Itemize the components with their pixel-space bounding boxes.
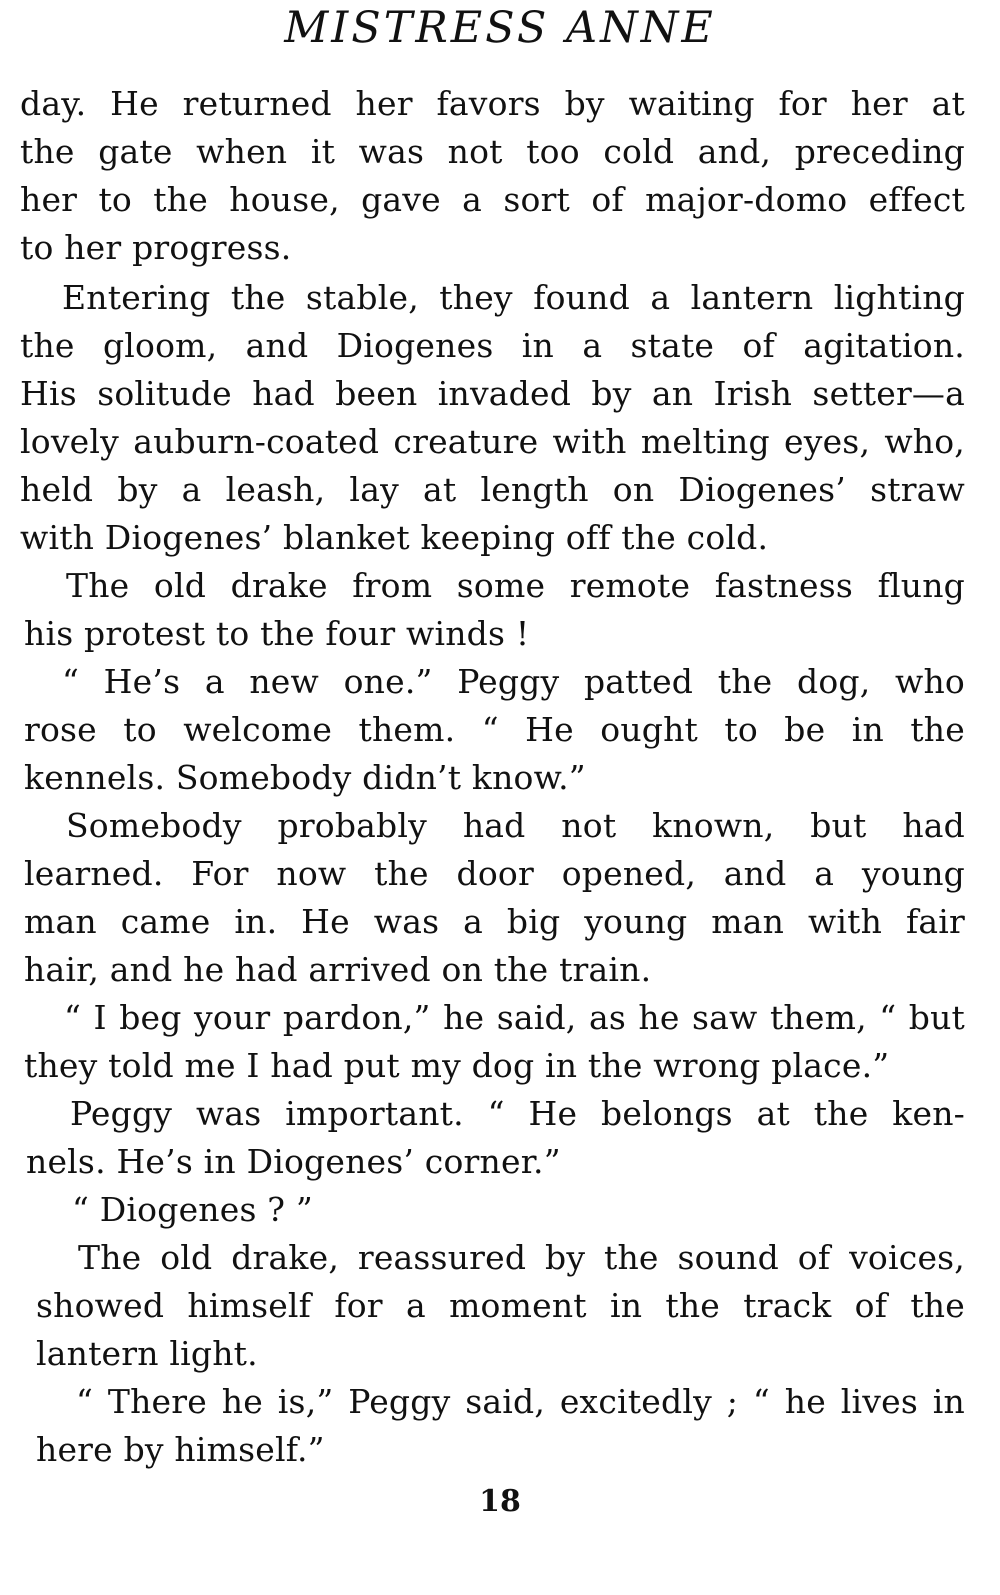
text-line: with Diogenes’ blanket keeping off the cold. [20,518,769,557]
text-line: to her progress. [20,228,292,267]
text-line: hair, and he had arrived on the train. [24,950,652,989]
text-line: day. He returned her favors by waiting for her at [20,84,965,123]
text-line: learned. For now the door opened, and a young [24,854,965,893]
text-line: the gloom, and Diogenes in a state of agitation. [20,326,965,365]
text-line: The old drake from some remote fastness flung [66,566,965,605]
text-line: here by himself.” [36,1430,325,1469]
text-line: Entering the stable, they found a lantern lighting [62,278,965,317]
text-line: “ I beg your pardon,” he said, as he saw them, “ but [64,998,965,1037]
text-line: held by a leash, lay at length on Diogenes’ straw [20,470,965,509]
text-line: man came in. He was a big young man with fair [24,902,965,941]
text-line: they told me I had put my dog in the wrong place.” [24,1046,890,1085]
text-line: His solitude had been invaded by an Irish setter—a [20,374,965,413]
text-line: Somebody probably had not known, but had [66,806,965,845]
text-line: “ There he is,” Peggy said, excitedly ; “ he lives in [76,1382,965,1421]
text-line: “ He’s a new one.” Peggy patted the dog, who [62,662,965,701]
text-line: her to the house, gave a sort of major-domo effect [20,180,965,219]
text-line: kennels. Somebody didn’t know.” [24,758,586,797]
text-line: rose to welcome them. “ He ought to be in the [24,710,965,749]
text-line: the gate when it was not too cold and, preceding [20,132,965,171]
text-line: showed himself for a moment in the track of the [36,1286,965,1325]
text-line: lantern light. [36,1334,258,1373]
page-number: 18 [479,1484,521,1519]
text-line: “ Diogenes ? ” [72,1190,313,1229]
text-line: lovely auburn-coated creature with melting eyes, who, [20,422,965,461]
text-line: nels. He’s in Diogenes’ corner.” [26,1142,561,1181]
text-line: his protest to the four winds ! [24,614,530,653]
text-line: The old drake, reassured by the sound of voices, [78,1238,965,1277]
text-line: Peggy was important. “ He belongs at the ken- [70,1094,965,1133]
running-head: MISTRESS ANNE [284,3,716,53]
